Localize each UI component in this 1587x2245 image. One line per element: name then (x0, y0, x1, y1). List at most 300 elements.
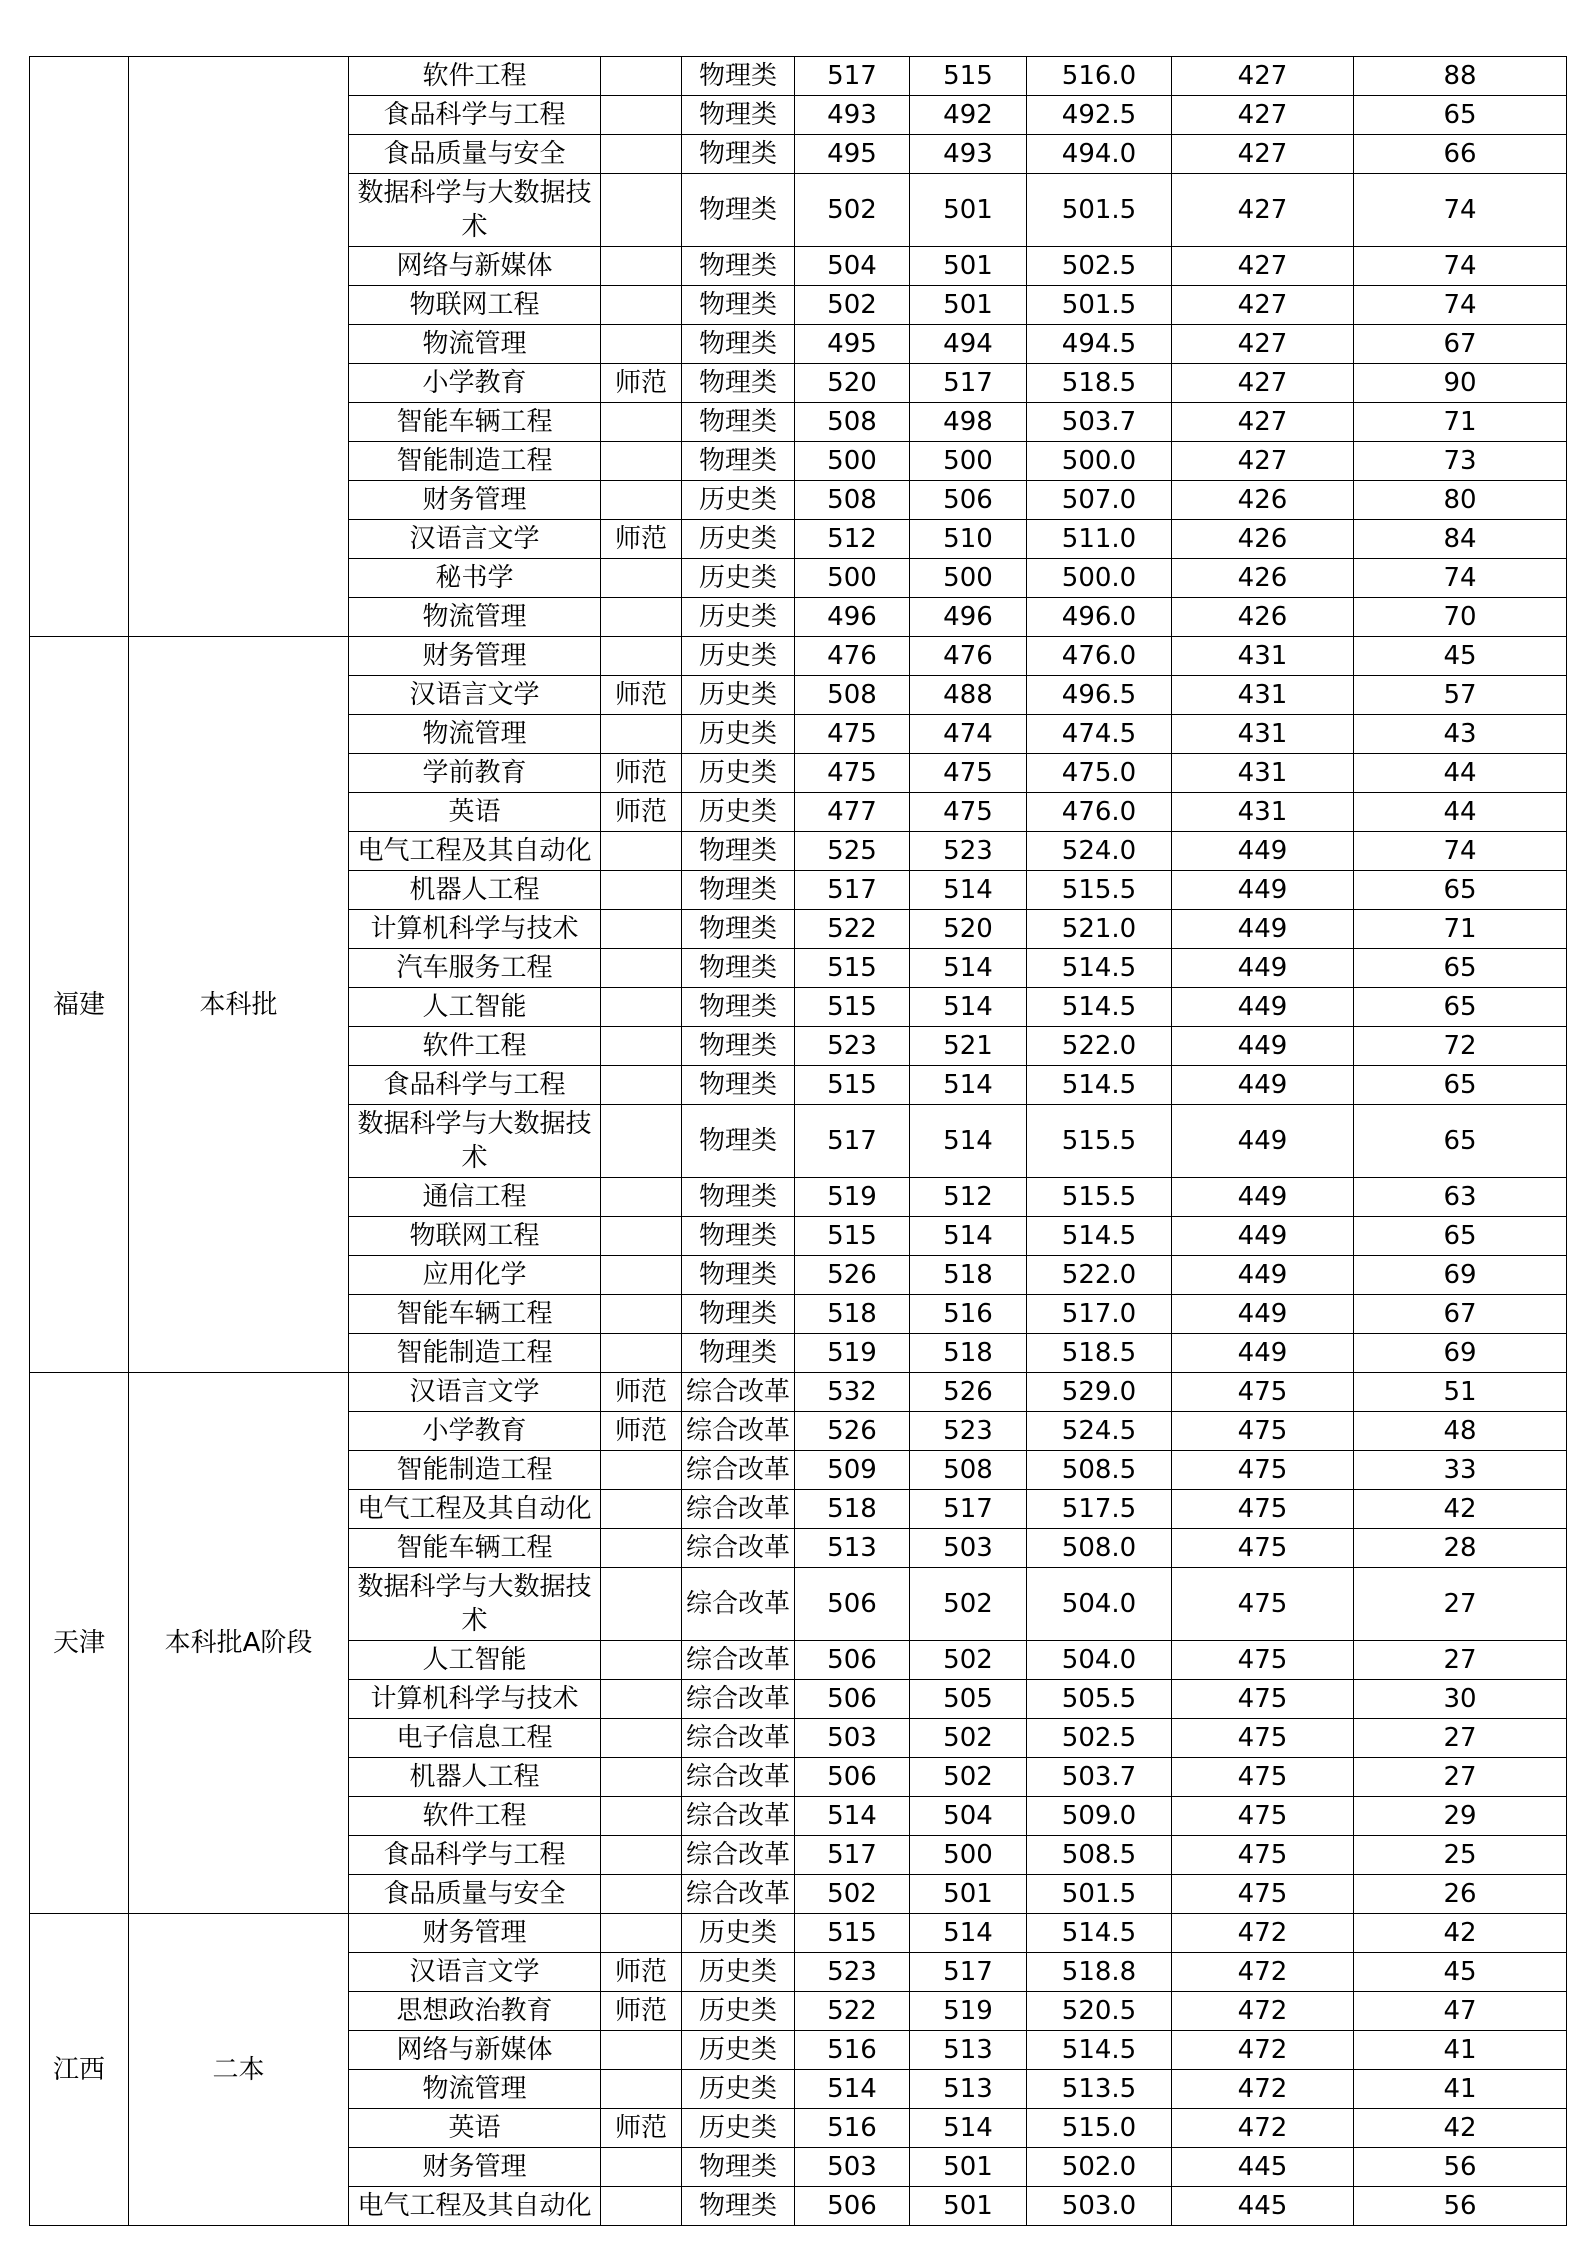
province-cell: 福建 (30, 637, 129, 1373)
major-cell: 智能制造工程 (349, 1334, 601, 1373)
table-row (30, 57, 1567, 96)
score-diff-cell: 67 (1354, 1295, 1567, 1334)
subject-category-cell: 物理类 (682, 832, 795, 871)
min-score-cell: 514 (910, 1914, 1027, 1953)
teacher-type-cell (601, 2187, 682, 2226)
score-diff-cell: 90 (1354, 364, 1567, 403)
score-diff-cell: 74 (1354, 286, 1567, 325)
major-cell: 软件工程 (349, 57, 601, 96)
avg-score-cell: 500.0 (1027, 559, 1172, 598)
teacher-type-cell (601, 286, 682, 325)
min-score-cell: 501 (910, 2148, 1027, 2187)
score-diff-cell: 27 (1354, 1568, 1567, 1641)
major-cell: 软件工程 (349, 1797, 601, 1836)
subject-category-cell: 物理类 (682, 1217, 795, 1256)
major-cell: 食品科学与工程 (349, 1836, 601, 1875)
avg-score-cell: 514.5 (1027, 988, 1172, 1027)
table-row (30, 1373, 1567, 1412)
control-line-cell: 449 (1172, 1334, 1354, 1373)
avg-score-cell: 494.5 (1027, 325, 1172, 364)
major-cell: 小学教育 (349, 1412, 601, 1451)
subject-category-cell: 物理类 (682, 1334, 795, 1373)
major-cell: 软件工程 (349, 1027, 601, 1066)
subject-category-cell: 历史类 (682, 559, 795, 598)
major-cell: 智能车辆工程 (349, 1529, 601, 1568)
teacher-type-cell (601, 1178, 682, 1217)
score-diff-cell: 28 (1354, 1529, 1567, 1568)
control-line-cell: 426 (1172, 481, 1354, 520)
min-score-cell: 475 (910, 793, 1027, 832)
max-score-cell: 508 (795, 403, 910, 442)
major-cell: 食品科学与工程 (349, 1066, 601, 1105)
subject-category-cell: 物理类 (682, 286, 795, 325)
max-score-cell: 477 (795, 793, 910, 832)
min-score-cell: 523 (910, 832, 1027, 871)
min-score-cell: 518 (910, 1256, 1027, 1295)
teacher-type-cell: 师范 (601, 364, 682, 403)
control-line-cell: 426 (1172, 559, 1354, 598)
province-cell: 天津 (30, 1373, 129, 1914)
min-score-cell: 514 (910, 949, 1027, 988)
min-score-cell: 488 (910, 676, 1027, 715)
major-cell: 财务管理 (349, 481, 601, 520)
subject-category-cell: 物理类 (682, 96, 795, 135)
teacher-type-cell: 师范 (601, 2109, 682, 2148)
max-score-cell: 475 (795, 715, 910, 754)
score-diff-cell: 69 (1354, 1334, 1567, 1373)
teacher-type-cell (601, 871, 682, 910)
major-cell: 智能车辆工程 (349, 1295, 601, 1334)
teacher-type-cell (601, 1066, 682, 1105)
max-score-cell: 517 (795, 871, 910, 910)
score-diff-cell: 74 (1354, 832, 1567, 871)
major-cell: 数据科学与大数据技术 (349, 1568, 601, 1641)
score-diff-cell: 26 (1354, 1875, 1567, 1914)
major-cell: 数据科学与大数据技术 (349, 174, 601, 247)
score-diff-cell: 65 (1354, 1066, 1567, 1105)
score-diff-cell: 51 (1354, 1373, 1567, 1412)
score-diff-cell: 57 (1354, 676, 1567, 715)
control-line-cell: 475 (1172, 1836, 1354, 1875)
avg-score-cell: 475.0 (1027, 754, 1172, 793)
avg-score-cell: 522.0 (1027, 1256, 1172, 1295)
score-diff-cell: 27 (1354, 1641, 1567, 1680)
control-line-cell: 427 (1172, 174, 1354, 247)
control-line-cell: 431 (1172, 793, 1354, 832)
teacher-type-cell: 师范 (601, 1373, 682, 1412)
control-line-cell: 426 (1172, 520, 1354, 559)
avg-score-cell: 515.5 (1027, 871, 1172, 910)
score-diff-cell: 41 (1354, 2031, 1567, 2070)
max-score-cell: 495 (795, 135, 910, 174)
max-score-cell: 516 (795, 2031, 910, 2070)
control-line-cell: 427 (1172, 442, 1354, 481)
major-cell: 汉语言文学 (349, 520, 601, 559)
min-score-cell: 492 (910, 96, 1027, 135)
max-score-cell: 515 (795, 1217, 910, 1256)
max-score-cell: 517 (795, 1105, 910, 1178)
control-line-cell: 427 (1172, 135, 1354, 174)
score-diff-cell: 65 (1354, 1105, 1567, 1178)
min-score-cell: 501 (910, 174, 1027, 247)
subject-category-cell: 物理类 (682, 247, 795, 286)
subject-category-cell: 物理类 (682, 403, 795, 442)
control-line-cell: 475 (1172, 1451, 1354, 1490)
teacher-type-cell (601, 2148, 682, 2187)
province-cell (30, 57, 129, 637)
avg-score-cell: 504.0 (1027, 1568, 1172, 1641)
control-line-cell: 431 (1172, 676, 1354, 715)
control-line-cell: 445 (1172, 2187, 1354, 2226)
subject-category-cell: 综合改革 (682, 1680, 795, 1719)
major-cell: 数据科学与大数据技术 (349, 1105, 601, 1178)
min-score-cell: 502 (910, 1641, 1027, 1680)
control-line-cell: 449 (1172, 988, 1354, 1027)
subject-category-cell: 历史类 (682, 2109, 795, 2148)
major-cell: 学前教育 (349, 754, 601, 793)
teacher-type-cell (601, 1295, 682, 1334)
teacher-type-cell (601, 247, 682, 286)
subject-category-cell: 物理类 (682, 949, 795, 988)
avg-score-cell: 517.0 (1027, 1295, 1172, 1334)
max-score-cell: 506 (795, 1680, 910, 1719)
subject-category-cell: 物理类 (682, 2148, 795, 2187)
max-score-cell: 515 (795, 1914, 910, 1953)
avg-score-cell: 518.5 (1027, 1334, 1172, 1373)
max-score-cell: 495 (795, 325, 910, 364)
teacher-type-cell: 师范 (601, 1412, 682, 1451)
avg-score-cell: 508.5 (1027, 1836, 1172, 1875)
subject-category-cell: 综合改革 (682, 1412, 795, 1451)
avg-score-cell: 503.7 (1027, 1758, 1172, 1797)
score-diff-cell: 65 (1354, 96, 1567, 135)
min-score-cell: 505 (910, 1680, 1027, 1719)
min-score-cell: 501 (910, 2187, 1027, 2226)
min-score-cell: 498 (910, 403, 1027, 442)
control-line-cell: 427 (1172, 57, 1354, 96)
score-diff-cell: 30 (1354, 1680, 1567, 1719)
min-score-cell: 518 (910, 1334, 1027, 1373)
major-cell: 财务管理 (349, 2148, 601, 2187)
max-score-cell: 523 (795, 1953, 910, 1992)
score-diff-cell: 27 (1354, 1758, 1567, 1797)
teacher-type-cell (601, 1719, 682, 1758)
major-cell: 智能制造工程 (349, 442, 601, 481)
control-line-cell: 449 (1172, 910, 1354, 949)
subject-category-cell: 综合改革 (682, 1568, 795, 1641)
control-line-cell: 449 (1172, 1027, 1354, 1066)
subject-category-cell: 历史类 (682, 637, 795, 676)
control-line-cell: 426 (1172, 598, 1354, 637)
control-line-cell: 427 (1172, 96, 1354, 135)
subject-category-cell: 综合改革 (682, 1529, 795, 1568)
teacher-type-cell (601, 135, 682, 174)
teacher-type-cell (601, 949, 682, 988)
major-cell: 财务管理 (349, 1914, 601, 1953)
avg-score-cell: 494.0 (1027, 135, 1172, 174)
avg-score-cell: 518.5 (1027, 364, 1172, 403)
max-score-cell: 523 (795, 1027, 910, 1066)
max-score-cell: 506 (795, 2187, 910, 2226)
teacher-type-cell (601, 442, 682, 481)
avg-score-cell: 505.5 (1027, 1680, 1172, 1719)
major-cell: 智能车辆工程 (349, 403, 601, 442)
avg-score-cell: 514.5 (1027, 1914, 1172, 1953)
control-line-cell: 475 (1172, 1680, 1354, 1719)
major-cell: 电气工程及其自动化 (349, 2187, 601, 2226)
control-line-cell: 449 (1172, 949, 1354, 988)
control-line-cell: 475 (1172, 1797, 1354, 1836)
score-diff-cell: 84 (1354, 520, 1567, 559)
avg-score-cell: 502.0 (1027, 2148, 1172, 2187)
major-cell: 汉语言文学 (349, 676, 601, 715)
major-cell: 英语 (349, 2109, 601, 2148)
major-cell: 电气工程及其自动化 (349, 832, 601, 871)
teacher-type-cell (601, 1641, 682, 1680)
min-score-cell: 501 (910, 247, 1027, 286)
score-diff-cell: 41 (1354, 2070, 1567, 2109)
max-score-cell: 514 (795, 2070, 910, 2109)
avg-score-cell: 476.0 (1027, 793, 1172, 832)
subject-category-cell: 综合改革 (682, 1875, 795, 1914)
control-line-cell: 475 (1172, 1412, 1354, 1451)
avg-score-cell: 520.5 (1027, 1992, 1172, 2031)
score-diff-cell: 48 (1354, 1412, 1567, 1451)
teacher-type-cell (601, 1451, 682, 1490)
major-cell: 计算机科学与技术 (349, 910, 601, 949)
max-score-cell: 522 (795, 1992, 910, 2031)
max-score-cell: 515 (795, 949, 910, 988)
province-cell: 江西 (30, 1914, 129, 2226)
avg-score-cell: 514.5 (1027, 949, 1172, 988)
min-score-cell: 517 (910, 1953, 1027, 1992)
teacher-type-cell (601, 1529, 682, 1568)
min-score-cell: 514 (910, 1217, 1027, 1256)
control-line-cell: 449 (1172, 1178, 1354, 1217)
max-score-cell: 518 (795, 1490, 910, 1529)
subject-category-cell: 物理类 (682, 910, 795, 949)
subject-category-cell: 物理类 (682, 135, 795, 174)
major-cell: 网络与新媒体 (349, 2031, 601, 2070)
table-row (30, 1914, 1567, 1953)
score-diff-cell: 74 (1354, 559, 1567, 598)
min-score-cell: 513 (910, 2070, 1027, 2109)
score-diff-cell: 42 (1354, 2109, 1567, 2148)
min-score-cell: 502 (910, 1568, 1027, 1641)
min-score-cell: 506 (910, 481, 1027, 520)
avg-score-cell: 501.5 (1027, 174, 1172, 247)
avg-score-cell: 524.0 (1027, 832, 1172, 871)
subject-category-cell: 历史类 (682, 1914, 795, 1953)
teacher-type-cell: 师范 (601, 1992, 682, 2031)
subject-category-cell: 物理类 (682, 325, 795, 364)
teacher-type-cell: 师范 (601, 793, 682, 832)
major-cell: 汽车服务工程 (349, 949, 601, 988)
score-diff-cell: 56 (1354, 2187, 1567, 2226)
teacher-type-cell (601, 598, 682, 637)
score-diff-cell: 25 (1354, 1836, 1567, 1875)
min-score-cell: 510 (910, 520, 1027, 559)
subject-category-cell: 物理类 (682, 364, 795, 403)
control-line-cell: 472 (1172, 2070, 1354, 2109)
teacher-type-cell: 师范 (601, 1953, 682, 1992)
min-score-cell: 526 (910, 1373, 1027, 1412)
avg-score-cell: 509.0 (1027, 1797, 1172, 1836)
subject-category-cell: 物理类 (682, 1105, 795, 1178)
avg-score-cell: 503.0 (1027, 2187, 1172, 2226)
teacher-type-cell (601, 637, 682, 676)
score-diff-cell: 88 (1354, 57, 1567, 96)
teacher-type-cell (601, 1797, 682, 1836)
major-cell: 物流管理 (349, 715, 601, 754)
subject-category-cell: 物理类 (682, 174, 795, 247)
subject-category-cell: 综合改革 (682, 1373, 795, 1412)
subject-category-cell: 物理类 (682, 1178, 795, 1217)
major-cell: 物流管理 (349, 2070, 601, 2109)
subject-category-cell: 历史类 (682, 598, 795, 637)
score-diff-cell: 71 (1354, 910, 1567, 949)
score-diff-cell: 72 (1354, 1027, 1567, 1066)
teacher-type-cell (601, 96, 682, 135)
avg-score-cell: 496.0 (1027, 598, 1172, 637)
min-score-cell: 500 (910, 442, 1027, 481)
max-score-cell: 502 (795, 286, 910, 325)
score-diff-cell: 71 (1354, 403, 1567, 442)
max-score-cell: 504 (795, 247, 910, 286)
max-score-cell: 517 (795, 57, 910, 96)
avg-score-cell: 496.5 (1027, 676, 1172, 715)
major-cell: 思想政治教育 (349, 1992, 601, 2031)
control-line-cell: 427 (1172, 286, 1354, 325)
teacher-type-cell (601, 481, 682, 520)
subject-category-cell: 物理类 (682, 1256, 795, 1295)
avg-score-cell: 508.5 (1027, 1451, 1172, 1490)
max-score-cell: 514 (795, 1797, 910, 1836)
major-cell: 机器人工程 (349, 1758, 601, 1797)
min-score-cell: 523 (910, 1412, 1027, 1451)
score-diff-cell: 27 (1354, 1719, 1567, 1758)
min-score-cell: 517 (910, 364, 1027, 403)
max-score-cell: 500 (795, 559, 910, 598)
min-score-cell: 502 (910, 1719, 1027, 1758)
max-score-cell: 508 (795, 676, 910, 715)
max-score-cell: 515 (795, 1066, 910, 1105)
score-diff-cell: 42 (1354, 1490, 1567, 1529)
avg-score-cell: 514.5 (1027, 1066, 1172, 1105)
score-diff-cell: 70 (1354, 598, 1567, 637)
subject-category-cell: 历史类 (682, 754, 795, 793)
teacher-type-cell (601, 403, 682, 442)
min-score-cell: 521 (910, 1027, 1027, 1066)
max-score-cell: 520 (795, 364, 910, 403)
avg-score-cell: 501.5 (1027, 286, 1172, 325)
major-cell: 英语 (349, 793, 601, 832)
control-line-cell: 427 (1172, 325, 1354, 364)
major-cell: 小学教育 (349, 364, 601, 403)
min-score-cell: 514 (910, 988, 1027, 1027)
avg-score-cell: 502.5 (1027, 247, 1172, 286)
min-score-cell: 501 (910, 286, 1027, 325)
control-line-cell: 472 (1172, 1992, 1354, 2031)
major-cell: 人工智能 (349, 988, 601, 1027)
control-line-cell: 475 (1172, 1490, 1354, 1529)
avg-score-cell: 507.0 (1027, 481, 1172, 520)
subject-category-cell: 历史类 (682, 2070, 795, 2109)
avg-score-cell: 515.5 (1027, 1105, 1172, 1178)
min-score-cell: 516 (910, 1295, 1027, 1334)
score-table-body (30, 57, 1567, 2226)
max-score-cell: 516 (795, 2109, 910, 2148)
major-cell: 电子信息工程 (349, 1719, 601, 1758)
avg-score-cell: 514.5 (1027, 2031, 1172, 2070)
teacher-type-cell: 师范 (601, 676, 682, 715)
subject-category-cell: 综合改革 (682, 1758, 795, 1797)
subject-category-cell: 综合改革 (682, 1641, 795, 1680)
subject-category-cell: 物理类 (682, 1295, 795, 1334)
teacher-type-cell (601, 2070, 682, 2109)
score-diff-cell: 43 (1354, 715, 1567, 754)
control-line-cell: 475 (1172, 1641, 1354, 1680)
subject-category-cell: 综合改革 (682, 1719, 795, 1758)
control-line-cell: 427 (1172, 403, 1354, 442)
subject-category-cell: 物理类 (682, 442, 795, 481)
max-score-cell: 522 (795, 910, 910, 949)
subject-category-cell: 物理类 (682, 2187, 795, 2226)
avg-score-cell: 517.5 (1027, 1490, 1172, 1529)
table-row (30, 637, 1567, 676)
teacher-type-cell (601, 1105, 682, 1178)
score-diff-cell: 66 (1354, 135, 1567, 174)
min-score-cell: 504 (910, 1797, 1027, 1836)
min-score-cell: 475 (910, 754, 1027, 793)
avg-score-cell: 504.0 (1027, 1641, 1172, 1680)
control-line-cell: 449 (1172, 1256, 1354, 1295)
score-diff-cell: 42 (1354, 1914, 1567, 1953)
control-line-cell: 475 (1172, 1568, 1354, 1641)
control-line-cell: 475 (1172, 1529, 1354, 1568)
major-cell: 食品质量与安全 (349, 1875, 601, 1914)
control-line-cell: 475 (1172, 1719, 1354, 1758)
teacher-type-cell (601, 559, 682, 598)
avg-score-cell: 521.0 (1027, 910, 1172, 949)
score-table-container (29, 56, 1567, 2226)
score-diff-cell: 45 (1354, 1953, 1567, 1992)
min-score-cell: 515 (910, 57, 1027, 96)
max-score-cell: 532 (795, 1373, 910, 1412)
subject-category-cell: 历史类 (682, 520, 795, 559)
score-diff-cell: 69 (1354, 1256, 1567, 1295)
major-cell: 物联网工程 (349, 1217, 601, 1256)
control-line-cell: 449 (1172, 832, 1354, 871)
score-diff-cell: 33 (1354, 1451, 1567, 1490)
subject-category-cell: 历史类 (682, 793, 795, 832)
major-cell: 财务管理 (349, 637, 601, 676)
major-cell: 智能制造工程 (349, 1451, 601, 1490)
avg-score-cell: 522.0 (1027, 1027, 1172, 1066)
min-score-cell: 519 (910, 1992, 1027, 2031)
control-line-cell: 449 (1172, 1295, 1354, 1334)
control-line-cell: 431 (1172, 637, 1354, 676)
control-line-cell: 431 (1172, 715, 1354, 754)
score-diff-cell: 29 (1354, 1797, 1567, 1836)
subject-category-cell: 历史类 (682, 676, 795, 715)
score-diff-cell: 47 (1354, 1992, 1567, 2031)
major-cell: 物流管理 (349, 598, 601, 637)
max-score-cell: 502 (795, 1875, 910, 1914)
teacher-type-cell: 师范 (601, 520, 682, 559)
subject-category-cell: 历史类 (682, 481, 795, 520)
major-cell: 食品科学与工程 (349, 96, 601, 135)
